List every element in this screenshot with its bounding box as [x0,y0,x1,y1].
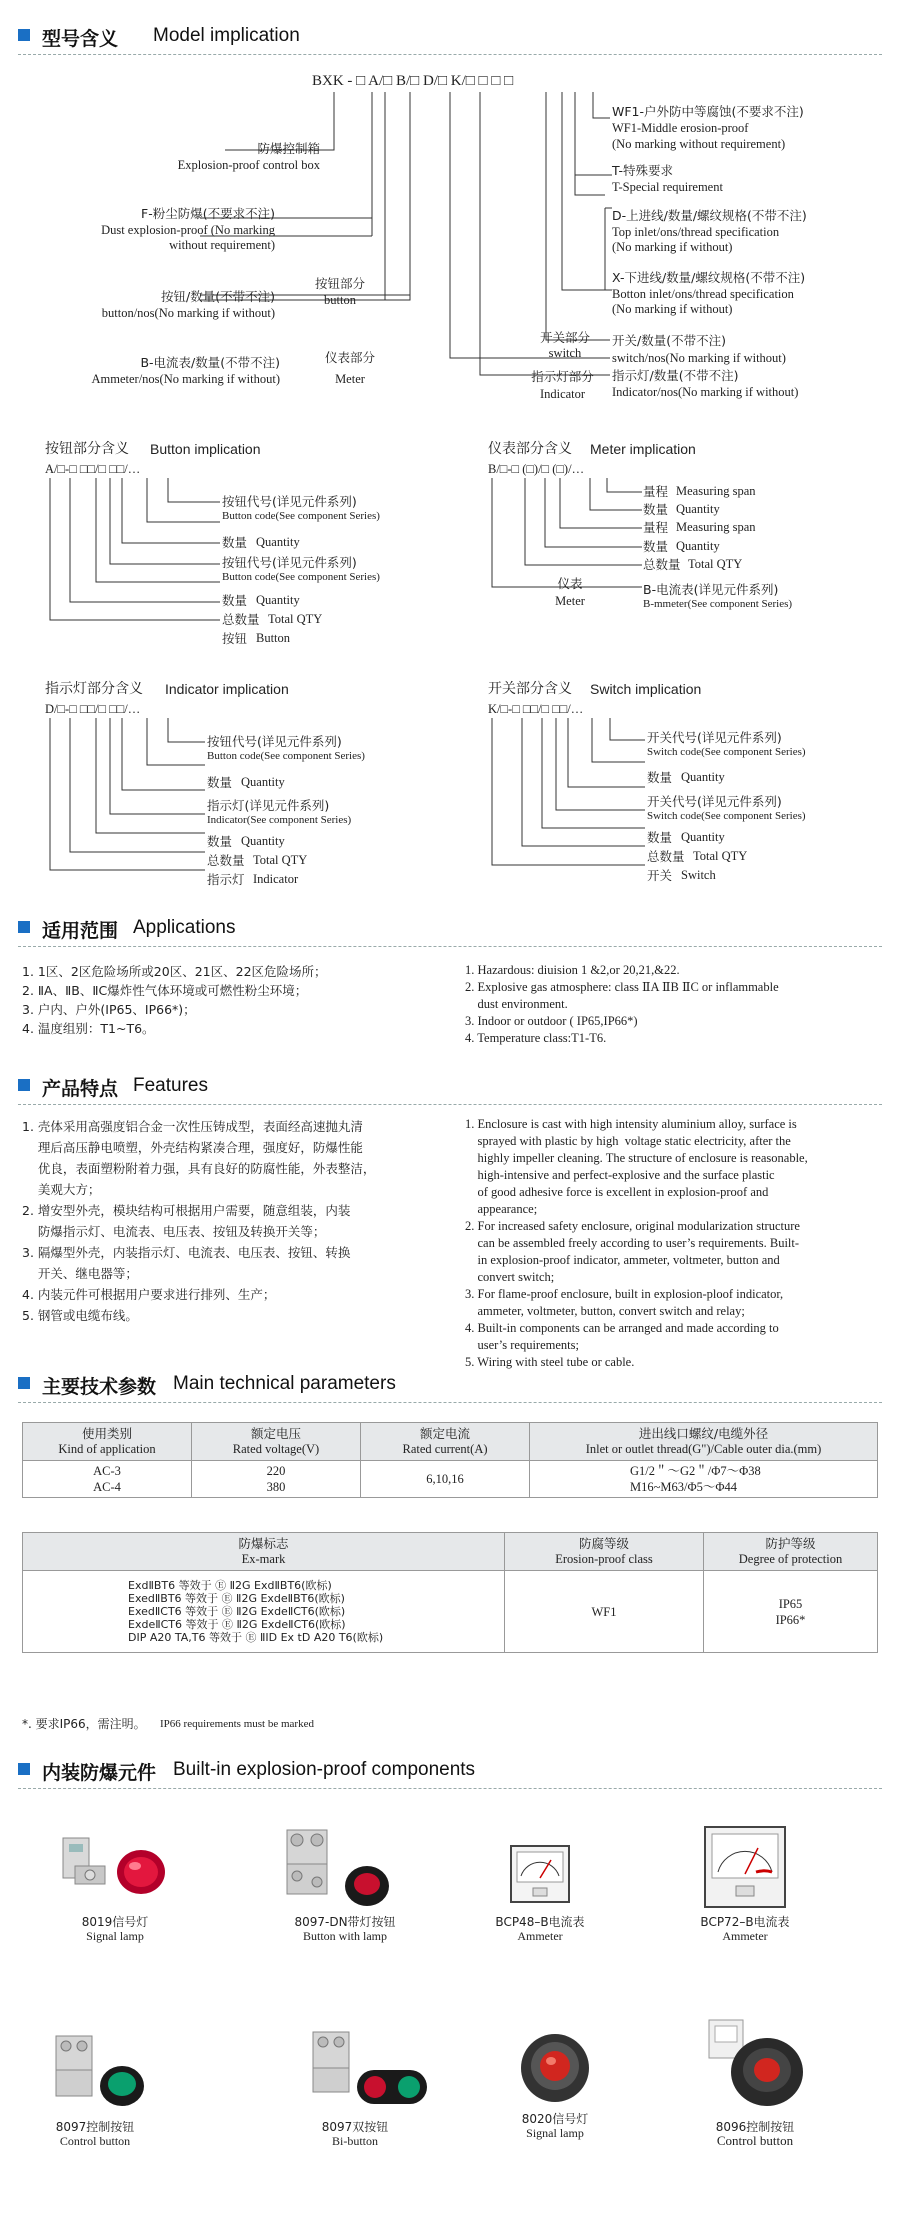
note-zh: *. 要求IP66，需注明。 [22,1717,146,1731]
header-zh: 防护等级 [765,1536,816,1551]
switch-impl-item-3-en: Switch code(See component Series) [647,810,806,822]
exmark-line: DIP A20 TA,T6 等效于 Ⓔ ⅡID Ex tD A20 T6(欧标) [128,1631,384,1644]
component-bcp72-label-zh: BCP72–B电流表 [700,1915,790,1929]
protection-cell [704,1571,878,1653]
features-zh [22,1116,452,1326]
label-switch-zh: 开关/数量(不带不注) [612,333,726,348]
label-switch-en: switch/nos(No marking if without) [612,351,786,365]
switch-impl-item-5-en: Total QTY [693,849,748,863]
label-top-inlet-en2: (No marking if without) [612,240,733,254]
component-8097bi-label-en: Bi-button [331,2134,378,2148]
voltage-value: 220 [266,1464,286,1478]
switch-impl-item-4-zh: 数量 [647,830,673,845]
table-cell [530,1461,878,1498]
header-zh: 额定电流 [419,1426,470,1441]
label-ammeter-en: Ammeter/nos(No marking if without) [91,372,280,386]
label-meter-part-zh: 仪表部分 [324,350,375,365]
kind-value: AC-3 [93,1464,121,1478]
switch-impl-title-en: Switch implication [590,681,702,697]
button-impl-item-4-zh: 数量 [222,593,248,608]
header-en: Inlet or outlet thread(G")/Cable outer dia.(mm) [585,1442,822,1456]
meter-impl-item-1-zh: 量程 [643,484,669,499]
label-indicator-part-zh: 指示灯部分 [531,369,594,384]
meter-impl-item-2-en: Quantity [676,502,720,516]
exmark-cell [23,1571,505,1653]
divider [18,1788,882,1789]
meter-impl-title-zh: 仪表部分含义 [488,441,572,457]
features-en [465,1116,890,1371]
applications-zh-line: 2. ⅡA、ⅡB、ⅡC爆炸性气体环境或可燃性粉尘环境； [22,983,308,998]
label-button-zh: 按钮/数量(不带不注) [161,289,275,304]
features-en-line: high-intensive and perfect-explosive and the surface plastic [465,1168,775,1182]
section-title-zh: 适用范围 [42,920,119,942]
label-indicator-en: Indicator/nos(No marking if without) [612,385,799,399]
control-button-8097-image [50,2032,170,2116]
meter-impl-item-5-en: Total QTY [688,557,743,571]
features-zh-line: 理后高压静电喷塑，外壳结构紧凑合理，强度好，防爆性能 [22,1140,363,1155]
table-header [361,1423,530,1461]
meter-impl-item-4-zh: 数量 [643,539,669,554]
button-impl-item-4-en: Quantity [256,593,300,607]
features-en-line: appearance; [465,1202,538,1216]
section-title-en: Model implication [153,25,300,46]
indicator-impl-item-6-zh: 指示灯 [207,872,245,887]
applications-zh-line: 3. 户内、户外(IP65、IP66*)； [22,1002,196,1017]
button-impl-item-5-zh: 总数量 [222,612,260,627]
features-en-line: 2. For increased safety enclosure, original modularization structure [465,1219,800,1233]
thread-value: G1/2＂～G2＂/Φ7～Φ38 [630,1464,761,1478]
features-zh-line: 2. 增安型外壳，模块结构可根据用户需要，随意组装，内装 [22,1203,351,1218]
features-zh-line: 4. 内装元件可根据用户要求进行排列、生产； [22,1287,276,1302]
applications-en-line: 4. Temperature class:T1-T6. [465,1031,607,1045]
button-impl-item-2-en: Quantity [256,535,300,549]
indicator-impl-title-zh: 指示灯部分含义 [45,681,143,697]
meter-impl-mid-en: Meter [555,594,585,608]
table-cell [192,1461,361,1498]
label-button-en: button/nos(No marking if without) [101,306,275,320]
features-zh-line: 防爆指示灯、电流表、电压表、按钮及转换开关等； [22,1224,326,1239]
component-8097dn-label-en: Button with lamp [303,1929,387,1943]
table-header [704,1533,878,1571]
divider [18,1104,882,1105]
protection-value: IP65 [778,1596,803,1611]
switch-impl-item-4-en: Quantity [681,830,725,844]
signal-lamp-8019-image [55,1832,175,1912]
section-title-en: Built-in explosion-proof components [173,1759,476,1780]
section-title-zh: 产品特点 [42,1078,119,1100]
header-zh: 防腐等级 [578,1536,629,1551]
indicator-impl-item-2-zh: 数量 [207,775,233,790]
applications-en-line: dust environment. [465,997,568,1011]
meter-impl-item-2-zh: 数量 [643,502,669,517]
meter-impl-title-en: Meter implication [590,441,696,457]
meter-impl-mid-zh: 仪表 [557,576,583,591]
header-en: Degree of protection [738,1552,843,1566]
indicator-impl-item-6-en: Indicator [253,872,299,886]
table-header-row [23,1423,878,1461]
table-header [23,1423,192,1461]
section-marker [18,921,30,933]
features-en-line: sprayed with plastic by high voltage static electricity, after the [465,1134,791,1148]
button-impl-item-1-zh: 按钮代号(详见元件系列) [222,494,357,509]
indicator-impl-code: D/□-□ □□/□ □□/… [45,702,141,716]
label-indicator-zh: 指示灯/数量(不带不注) [612,368,739,383]
switch-impl-lines [480,710,660,890]
features-en-line: in explosion-proof indicator, ammeter, voltmeter, button and [465,1253,780,1267]
features-zh-line: 3. 隔爆型外壳，内装指示灯、电流表、电压表、按钮、转换 [22,1245,351,1260]
table-header [530,1423,878,1461]
features-en-line: can be assembled freely according to user’s requirements. Built- [465,1236,800,1250]
component-8096-label-zh: 8096控制按钮 [715,2120,795,2134]
button-impl-lines [0,470,230,650]
component-8020-label-zh: 8020信号灯 [521,2112,589,2126]
label-indicator-part-en: Indicator [539,387,586,401]
switch-impl-item-2-en: Quantity [681,770,725,784]
label-meter-part-en: Meter [335,372,365,386]
switch-impl-code: K/□-□ □□/□ □□/… [488,702,584,716]
label-switch-part-zh: 开关部分 [539,330,590,345]
section-marker [18,1763,30,1775]
indicator-impl-item-2-en: Quantity [241,775,285,789]
applications-en-line: 3. Indoor or outdoor ( IP65,IP66*) [465,1014,638,1028]
label-button-part-en: button [324,293,356,307]
component-bcp72-label-en: Ammeter [722,1929,768,1943]
params-table-2 [22,1532,878,1653]
header-en: Erosion-proof class [555,1552,653,1566]
header-en: Kind of application [58,1442,156,1456]
ammeter-bcp48-image [505,1840,575,1910]
current-value: 6,10,16 [361,1461,530,1498]
features-zh-line: 开关、继电器等； [22,1266,138,1281]
header-zh: 防爆标志 [238,1536,289,1551]
switch-impl-item-6-en: Switch [681,868,716,882]
meter-impl-item-1-en: Measuring span [676,484,756,498]
button-with-lamp-image [275,1826,415,1916]
params-table-1 [22,1422,878,1498]
features-en-line: 5. Wiring with steel tube or cable. [465,1355,635,1369]
applications-zh-line: 4. 温度组别：T1~T6。 [22,1021,155,1036]
label-bottom-inlet-en2: (No marking if without) [612,302,733,316]
button-impl-item-6-zh: 按钮 [222,631,248,646]
button-impl-item-5-en: Total QTY [268,612,323,626]
header-en: Rated current(A) [402,1442,488,1456]
button-impl-item-6-en: Button [256,631,291,645]
features-en-line: 3. For flame-proof enclosure, built in explosion-ploof indicator, [465,1287,784,1301]
features-en-line: 1. Enclosure is cast with high intensity aluminium alloy, surface is [465,1117,797,1131]
bi-button-image [305,2028,435,2118]
features-en-line: user’s requirements; [465,1338,579,1352]
indicator-impl-item-1-en: Button code(See component Series) [207,750,365,762]
switch-impl-title-zh: 开关部分含义 [488,681,572,697]
section-marker [18,1079,30,1091]
header-en: Ex-mark [241,1552,286,1566]
section-title-en: Main technical parameters [173,1373,396,1394]
signal-lamp-8020-image [510,2020,600,2110]
thread-value: M16~M63/Φ5～Φ44 [630,1480,737,1494]
indicator-impl-item-4-zh: 数量 [207,834,233,849]
label-wf1-en2: (No marking without requirement) [612,137,786,151]
button-impl-item-1-en: Button code(See component Series) [222,510,380,522]
meter-impl-code: B/□-□ (□)/□ (□)/… [488,462,585,476]
indicator-impl-item-4-en: Quantity [241,834,285,848]
header-zh: 进出线口螺纹/电缆外径 [638,1426,769,1441]
component-8020-label-en: Signal lamp [526,2126,584,2140]
applications-zh [22,962,452,1038]
indicator-impl-title-en: Indicator implication [165,681,289,697]
table-header-row [23,1533,878,1571]
switch-impl-item-1-en: Switch code(See component Series) [647,746,806,758]
section-title-en: Features [133,1075,208,1096]
features-en-line: 4. Built-in components can be arranged and made according to [465,1321,779,1335]
meter-impl-item-4-en: Quantity [676,539,720,553]
protection-value: IP66* [775,1612,806,1627]
indicator-impl-item-5-en: Total QTY [253,853,308,867]
features-en-line: ammeter, voltmeter, button, convert switch and relay; [465,1304,745,1318]
button-impl-item-3-en: Button code(See component Series) [222,571,380,583]
label-top-inlet-zh: D-上进线/数量/螺纹规格(不带不注) [612,208,807,223]
component-8097-label-en: Control button [59,2134,131,2148]
button-impl-title-en: Button implication [150,441,261,457]
label-button-part-zh: 按钮部分 [314,276,365,291]
divider [18,1402,882,1403]
features-zh-line: 优良，表面塑粉附着力强，具有良好的防腐性能，外表整洁， [22,1161,376,1176]
table-cell [23,1461,192,1498]
applications-zh-line: 1. 1区、2区危险场所或20区、21区、22区危险场所； [22,964,327,979]
switch-impl-item-5-zh: 总数量 [647,849,685,864]
section-title-zh: 内装防爆元件 [42,1762,157,1784]
features-zh-line: 1. 壳体采用高强度铝合金一次性压铸成型，表面经高速抛丸清 [22,1119,363,1134]
component-8019-label-en: Signal lamp [86,1929,144,1943]
label-control-box-en: Explosion-proof control box [177,158,320,172]
features-zh-line: 美观大方； [22,1182,101,1197]
features-en-line: highly impeller cleaning. The structure of enclosure is reasonable, [465,1151,808,1165]
table-row [23,1571,878,1653]
meter-impl-item-3-zh: 量程 [643,520,669,535]
table-header [505,1533,704,1571]
component-8096-label-en: Control button [716,2133,794,2148]
label-switch-part-en: switch [548,346,582,360]
applications-en-line: 2. Explosive gas atmosphere: class ⅡA ⅡB ⅡC or inflammable [465,980,779,994]
header-zh: 额定电压 [250,1426,301,1441]
label-bottom-inlet-en: Botton inlet/ons/thread specification [612,287,794,301]
label-wf1-zh: WF1-户外防中等腐蚀(不要求不注) [612,104,804,119]
divider [18,946,882,947]
button-impl-title-zh: 按钮部分含义 [45,441,129,457]
label-top-inlet-en: Top inlet/ons/thread specification [612,225,780,239]
label-bottom-inlet-zh: X-下进线/数量/螺纹规格(不带不注) [612,270,806,285]
header-en: Rated voltage(V) [232,1442,320,1456]
ammeter-bcp72-image [700,1822,790,1912]
component-8097-label-zh: 8097控制按钮 [55,2120,135,2134]
indicator-impl-item-1-zh: 按钮代号(详见元件系列) [207,734,342,749]
switch-impl-item-1-zh: 开关代号(详见元件系列) [647,730,782,745]
applications-en-line: 1. Hazardous: diuision 1 &2,or 20,21,&22. [465,963,680,977]
model-code: BXK - □ A/□ B/□ D/□ K/□ □ □ □ [312,73,514,89]
table-header [23,1533,505,1571]
meter-impl-item-6-en: B-mmeter(See component Series) [643,598,793,610]
label-dust-en2: without requirement) [169,238,275,252]
exmark-line: ExedⅡCT6 等效于 Ⓔ Ⅱ2G ExdeⅡCT6(欧标) [128,1605,346,1618]
indicator-impl-item-3-en: Indicator(See component Series) [207,814,352,826]
meter-impl-item-6-zh: B-电流表(详见元件系列) [643,582,779,597]
label-wf1-en: WF1-Middle erosion-proof [612,121,749,135]
indicator-impl-item-3-zh: 指示灯(详见元件系列) [207,798,330,813]
label-special-en: T-Special requirement [612,180,723,194]
switch-impl-item-3-zh: 开关代号(详见元件系列) [647,794,782,809]
kind-value: AC-4 [93,1480,121,1494]
section-title-en: Applications [133,917,236,938]
button-impl-item-2-zh: 数量 [222,535,248,550]
switch-impl-item-2-zh: 数量 [647,770,673,785]
indicator-impl-lines [0,710,233,890]
switch-impl-item-6-zh: 开关 [647,868,673,883]
exmark-line: ExdⅡBT6 等效于 Ⓔ Ⅱ2G ExdⅡBT6(欧标) [128,1579,332,1592]
label-control-box-zh: 防爆控制箱 [257,141,320,156]
label-dust-zh: F-粉尘防爆(不要求不注) [141,206,275,221]
label-dust-en: Dust explosion-proof (No marking [101,223,275,237]
component-bcp48-label-zh: BCP48–B电流表 [495,1915,585,1929]
label-ammeter-zh: B-电流表/数量(不带不注) [140,355,280,370]
meter-impl-item-5-zh: 总数量 [643,557,681,572]
label-special-zh: T-特殊要求 [612,163,673,178]
header-zh: 使用类别 [81,1426,132,1441]
section-marker [18,1377,30,1389]
meter-impl-item-3-en: Measuring span [676,520,756,534]
button-impl-item-3-zh: 按钮代号(详见元件系列) [222,555,357,570]
exmark-line: ExdeⅡCT6 等效于 Ⓔ Ⅱ2G ExdeⅡCT6(欧标) [128,1618,346,1631]
table-row [23,1461,878,1498]
exmark-line: ExedⅡBT6 等效于 Ⓔ Ⅱ2G ExdeⅡBT6(欧标) [128,1592,345,1605]
section-title-zh: 型号含义 [42,28,119,50]
note-en: IP66 requirements must be marked [160,1718,314,1730]
button-impl-code: A/□-□ □□/□ □□/… [45,462,141,476]
component-8019-label-zh: 8019信号灯 [81,1915,149,1929]
component-bcp48-label-en: Ammeter [517,1929,563,1943]
component-8097dn-label-zh: 8097-DN带灯按钮 [294,1915,396,1929]
control-button-8096-image [705,2016,815,2116]
table-header [192,1423,361,1461]
section-title-zh: 主要技术参数 [42,1376,157,1398]
features-en-line: of good adhesive force is excellent in explosion-proof and [465,1185,769,1199]
erosion-value: WF1 [505,1571,704,1653]
applications-en [465,962,885,1047]
features-en-line: convert switch; [465,1270,555,1284]
voltage-value: 380 [266,1480,286,1494]
features-zh-line: 5. 钢管或电缆布线。 [22,1308,138,1323]
component-8097bi-label-zh: 8097双按钮 [321,2120,389,2134]
indicator-impl-item-5-zh: 总数量 [207,853,245,868]
